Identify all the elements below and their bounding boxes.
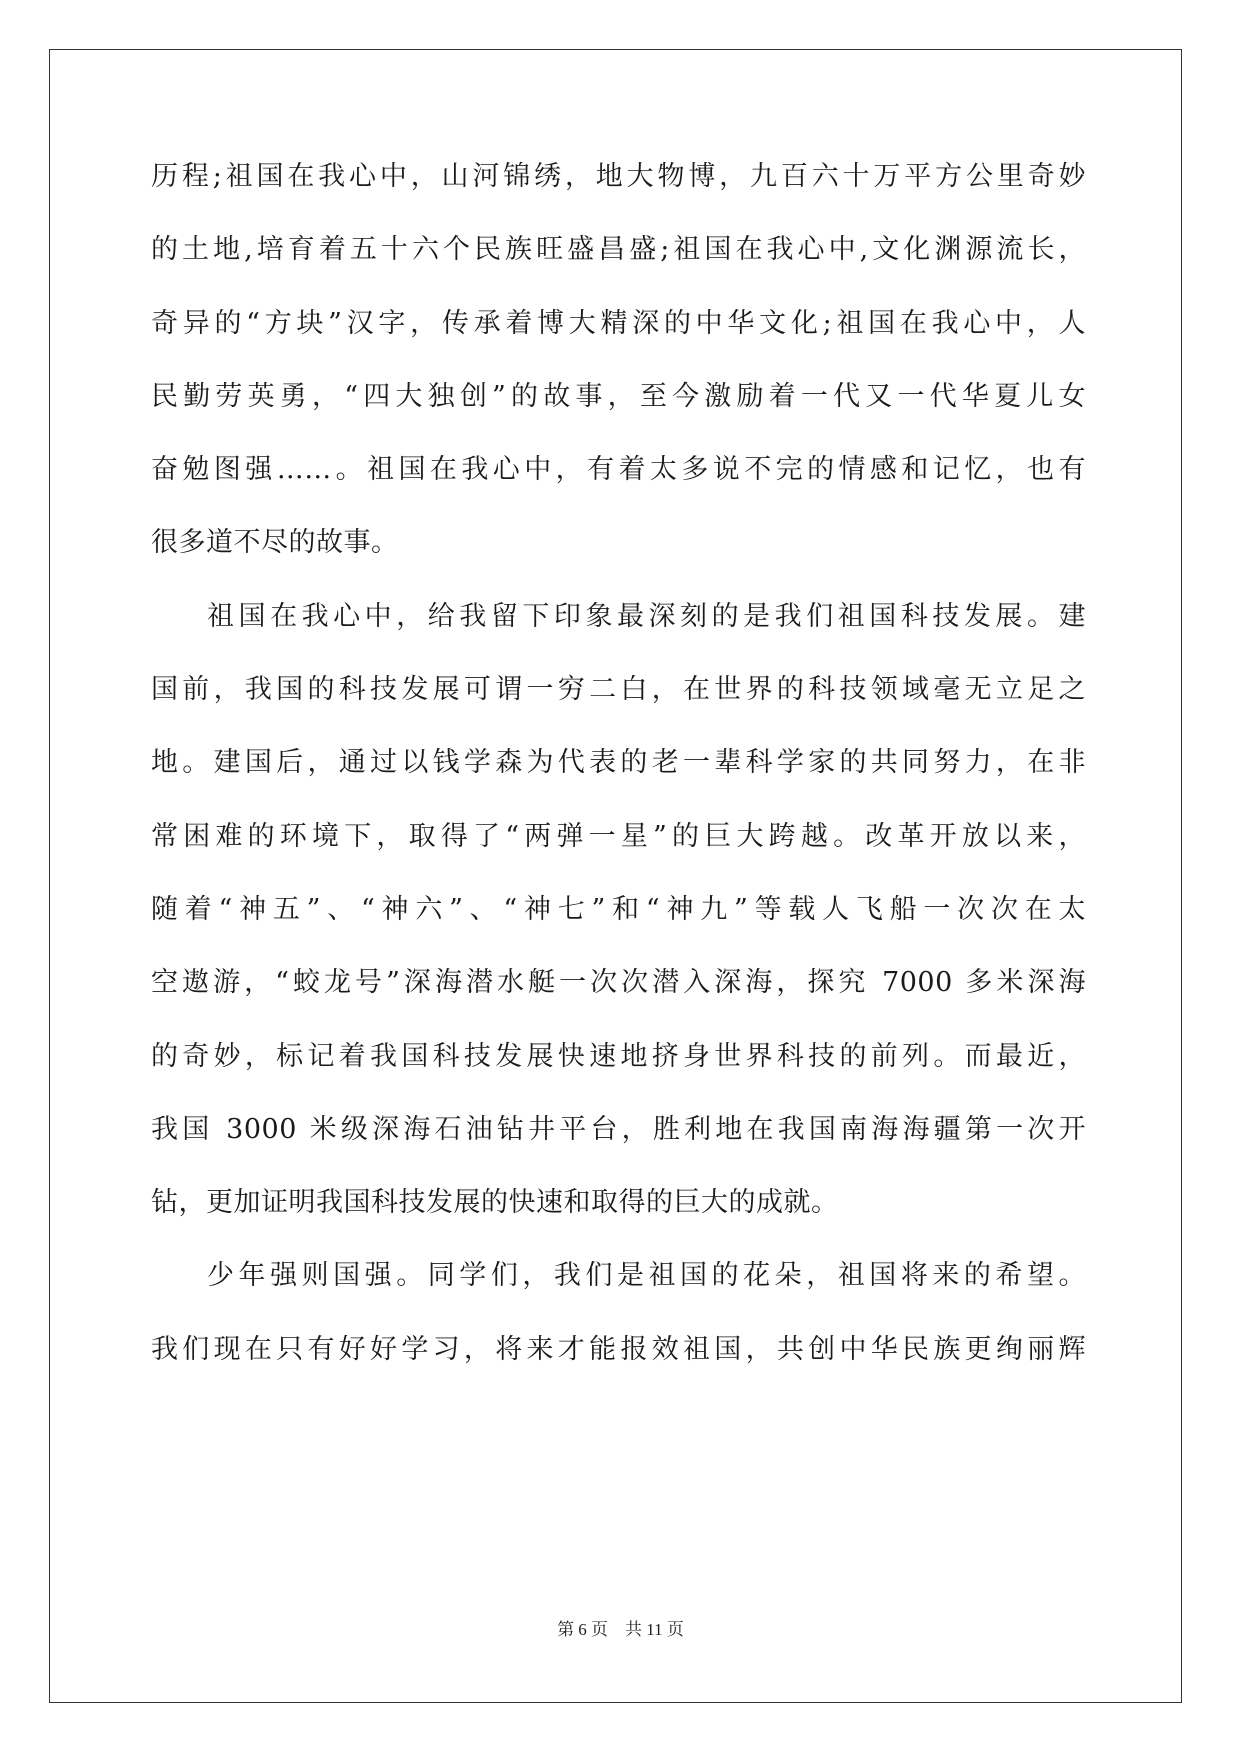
- text-line: 的奇妙，标记着我国科技发展快速地挤身世界科技的前列。而最近，: [151, 1040, 1086, 1072]
- text-line: 少年强则国强。同学们，我们是祖国的花朵，祖国将来的希望。: [207, 1260, 1086, 1292]
- text-line: 奇异的“方块”汉字，传承着博大精深的中华文化;祖国在我心中，人: [151, 307, 1086, 339]
- text-line: 钻，更加证明我国科技发展的快速和取得的巨大的成就。: [151, 1187, 839, 1219]
- text-line: 民勤劳英勇，“四大独创”的故事，至今激励着一代又一代华夏儿女: [151, 380, 1086, 412]
- document-body: [151, 160, 1086, 1406]
- text-line: 我们现在只有好好学习，将来才能报效祖国，共创中华民族更绚丽辉: [151, 1333, 1086, 1365]
- text-line: 空遨游，“蛟龙号”深海潜水艇一次次潜入深海，探究 7000 多米深海: [151, 967, 1086, 999]
- text-line: 很多道不尽的故事。: [151, 527, 399, 559]
- page-footer: [0, 1615, 1241, 1640]
- text-line: 我国 3000 米级深海石油钻井平台，胜利地在我国南海海疆第一次开: [151, 1113, 1086, 1145]
- text-line: 随着“神五”、“神六”、“神七”和“神九”等载人飞船一次次在太: [151, 893, 1086, 925]
- text-line: 的土地,培育着五十六个民族旺盛昌盛;祖国在我心中,文化渊源流长，: [151, 234, 1086, 266]
- text-line: 奋勉图强……。祖国在我心中，有着太多说不完的情感和记忆，也有: [151, 454, 1086, 486]
- text-line: 地。建国后，通过以钱学森为代表的老一辈科学家的共同努力，在非: [151, 747, 1086, 779]
- text-line: 国前，我国的科技发展可谓一穷二白，在世界的科技领域毫无立足之: [151, 674, 1086, 706]
- text-line: 常困难的环境下，取得了“两弹一星”的巨大跨越。改革开放以来，: [151, 820, 1086, 852]
- page-number-label: 第 6 页 共 11 页: [557, 1620, 684, 1639]
- text-line: 祖国在我心中，给我留下印象最深刻的是我们祖国科技发展。建: [207, 600, 1086, 632]
- text-line: 历程;祖国在我心中，山河锦绣，地大物博，九百六十万平方公里奇妙: [151, 161, 1086, 192]
